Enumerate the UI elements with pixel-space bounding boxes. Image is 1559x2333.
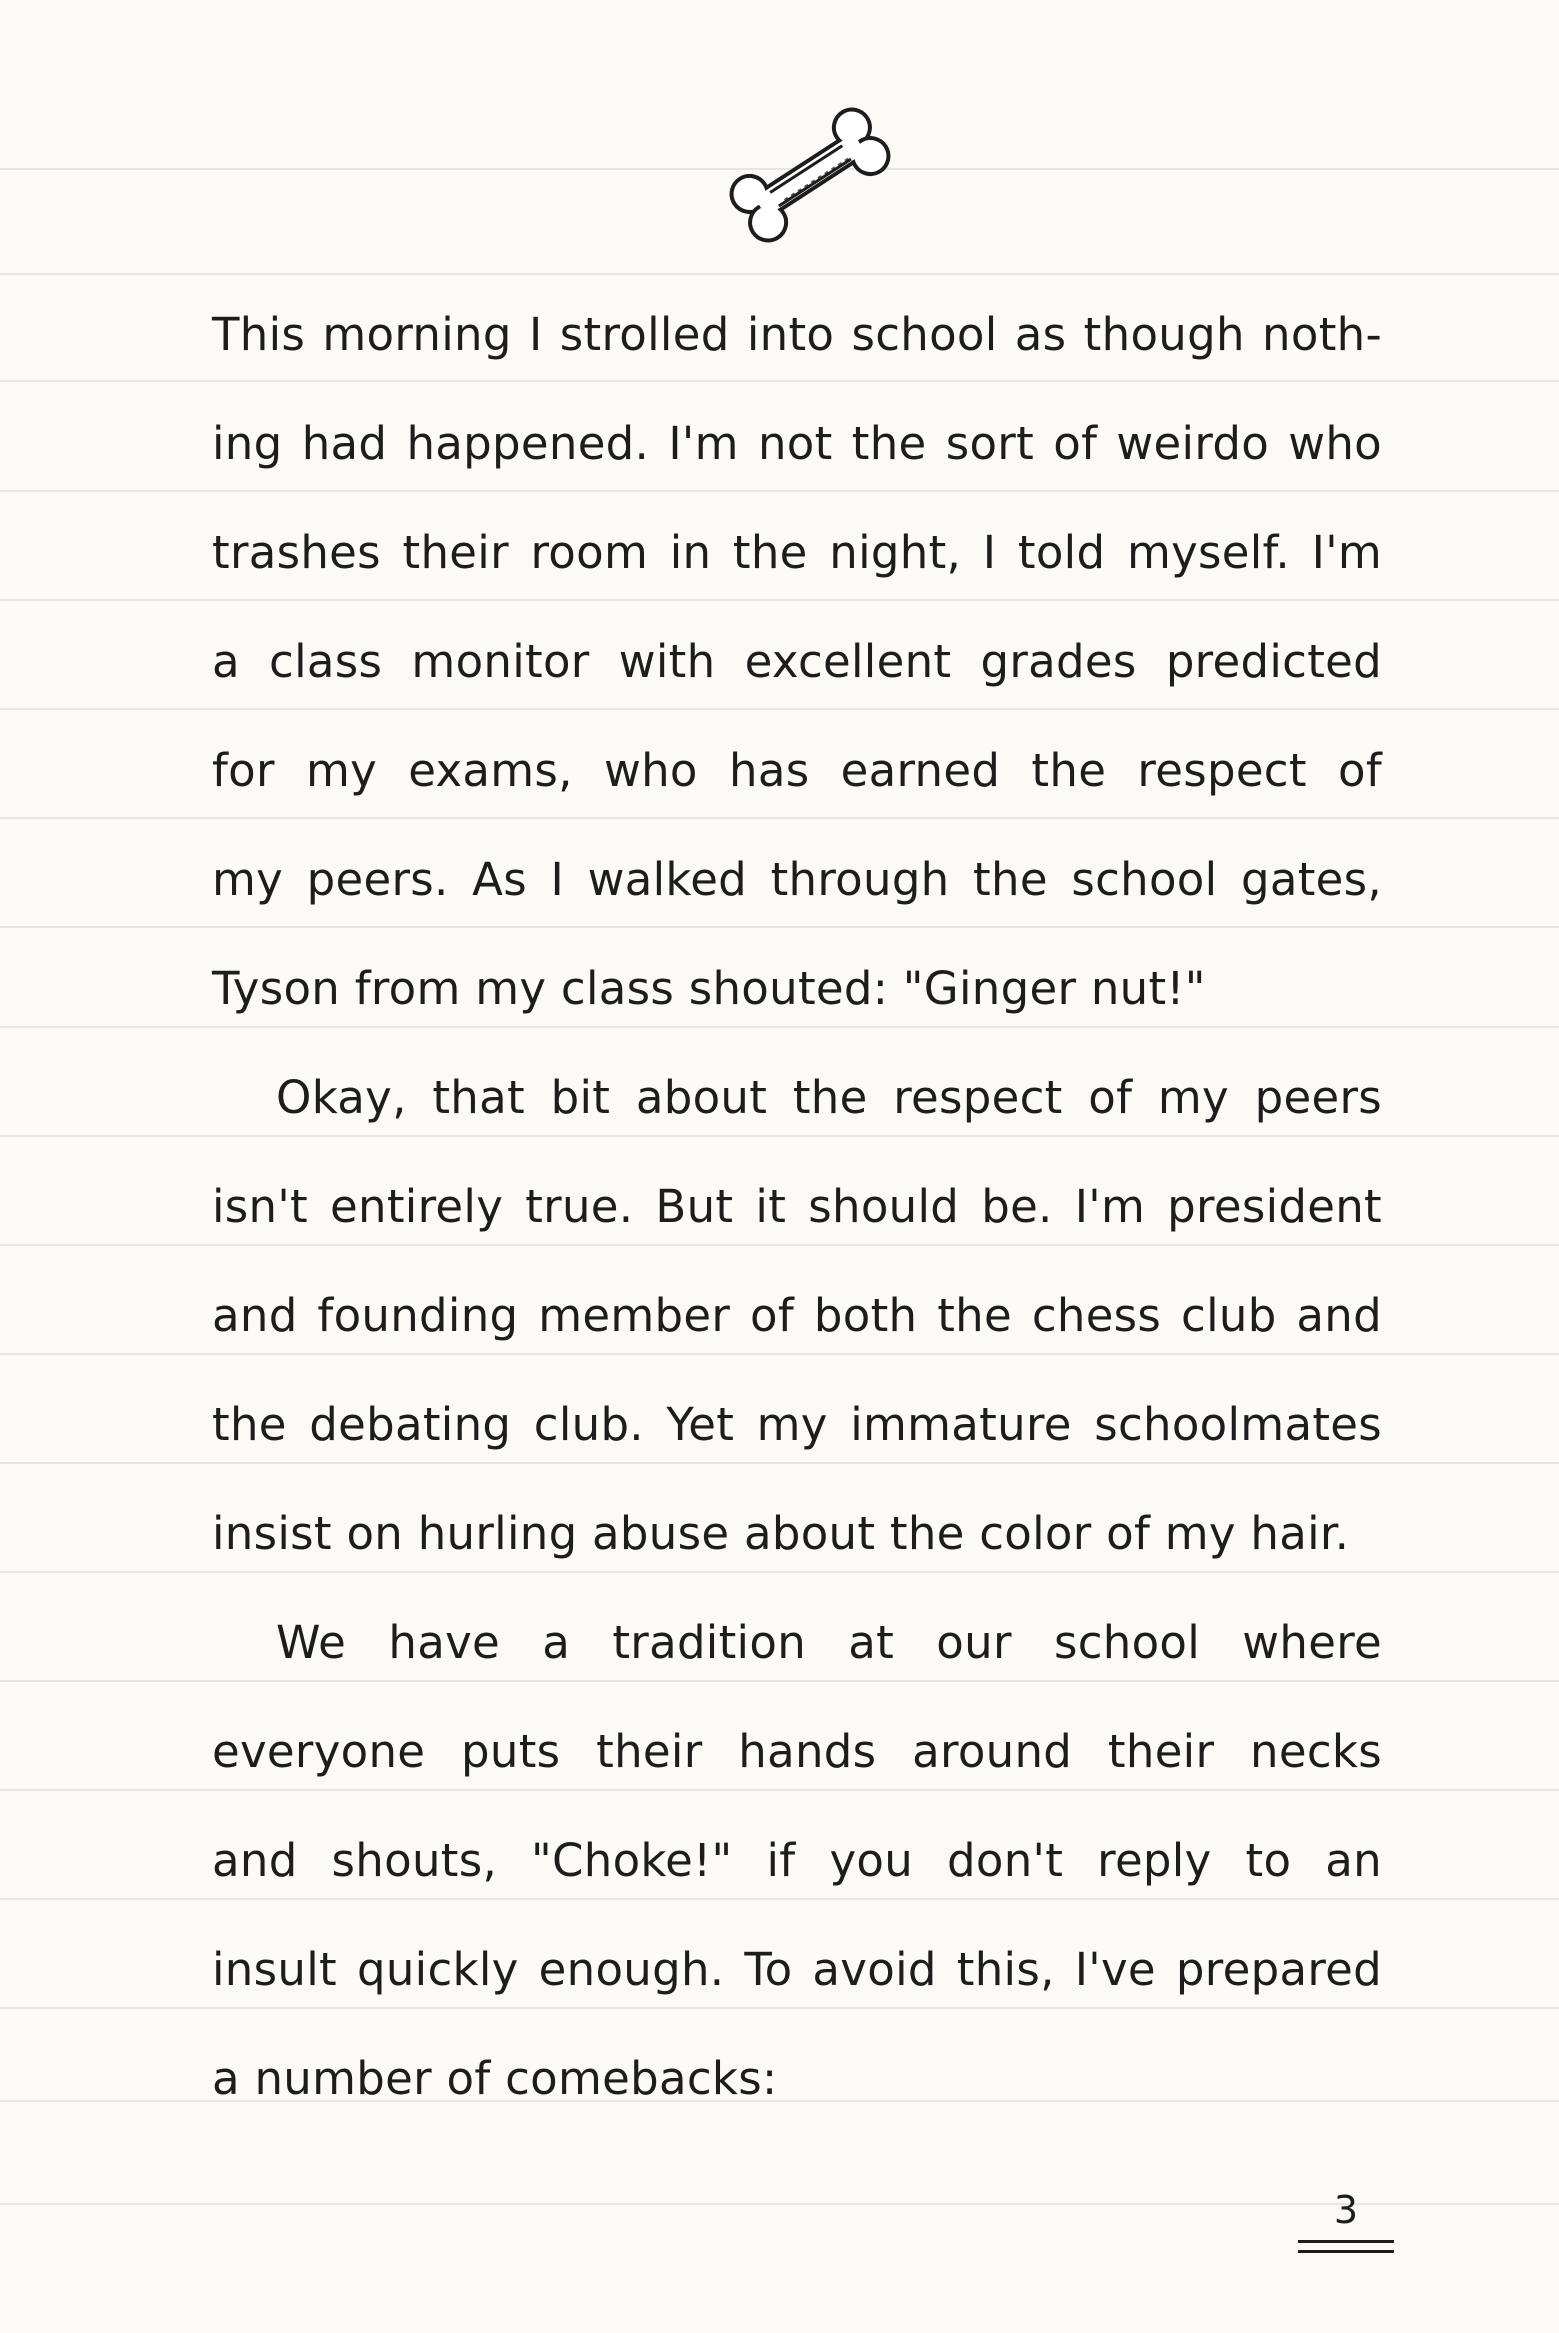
text-line: insist on hurling abuse about the color of my hair.	[212, 1507, 1350, 1560]
text-line: my peers. As I walked through the school gates,	[212, 853, 1382, 906]
text-line: This morning I strolled into school as though noth-	[212, 308, 1382, 361]
text-line: ing had happened. I'm not the sort of weirdo who	[212, 417, 1382, 470]
text-line: a number of comebacks:	[212, 2052, 778, 2105]
text-line: for my exams, who has earned the respect of	[212, 744, 1382, 797]
text-line: Tyson from my class shouted: "Ginger nut!"	[212, 962, 1206, 1015]
text-line: and founding member of both the chess club and	[212, 1289, 1382, 1342]
page-number-underline	[1298, 2250, 1394, 2253]
text-line: trashes their room in the night, I told myself. I'm	[212, 526, 1382, 579]
text-line: We have a tradition at our school where	[276, 1616, 1382, 1669]
text-line: and shouts, "Choke!" if you don't reply to an	[212, 1834, 1382, 1887]
page-number: 3	[1333, 2188, 1359, 2232]
text-line: a class monitor with excellent grades predicted	[212, 635, 1382, 688]
text-line: isn't entirely true. But it should be. I'm president	[212, 1180, 1382, 1233]
text-line: insult quickly enough. To avoid this, I've prepared	[212, 1943, 1382, 1996]
text-line: everyone puts their hands around their necks	[212, 1725, 1382, 1778]
text-line: the debating club. Yet my immature schoolmates	[212, 1398, 1382, 1451]
page-number-underline	[1298, 2240, 1394, 2243]
text-line: Okay, that bit about the respect of my peers	[276, 1071, 1382, 1124]
